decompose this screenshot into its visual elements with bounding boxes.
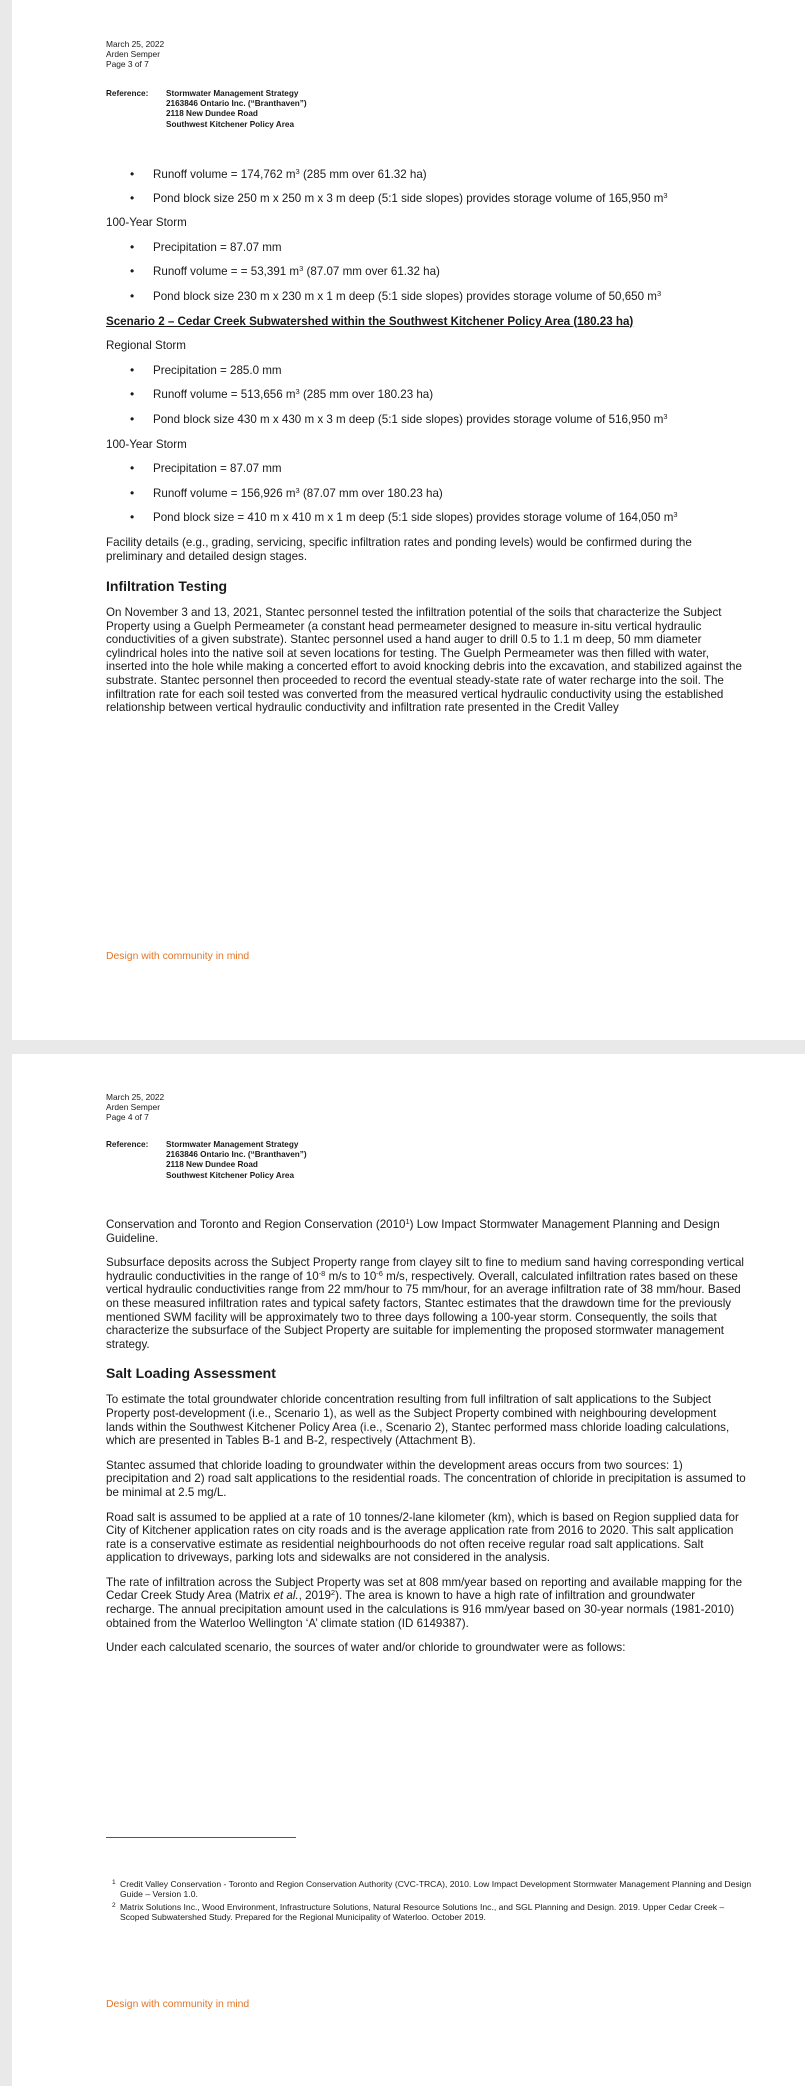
body-paragraph: Conservation and Toronto and Region Conservation (2010$^1$) Low Impact Stormwater Management Planning and Design Guideline. xyxy=(106,1217,720,1245)
bullet-item: • Runoff volume = 174,762 $m^3$ (285 mm over 61.32 ha) xyxy=(106,168,746,182)
reference-line: 2118 New Dundee Road xyxy=(166,1160,258,1170)
letter-meta xyxy=(106,39,164,70)
footer-tagline: Design with community in mind xyxy=(106,1999,250,2010)
letter-author: Arden Semper xyxy=(106,49,160,60)
section-heading: Infiltration Testing xyxy=(106,578,228,595)
reference-line: 2163846 Ontario Inc. (“Branthaven”) xyxy=(166,99,307,109)
reference-line: 2163846 Ontario Inc. (“Branthaven”) xyxy=(166,1150,307,1160)
body-paragraph: Road salt is assumed to be applied at a rate of 10 tonnes/2-lane kilometer (km), which is based on Region supplied data for City of Kitchener application rates on city roads and is the average application rate from 2016 to 2020. This salt application rate is a conservative estimate as residential neighbourhoods do not often receive regular road salt applications. Salt application to driveways, parking lots and sidewalks are not considered in the analysis. xyxy=(106,1510,739,1565)
body-paragraph: To estimate the total groundwater chloride concentration resulting from full infiltration of salt applications to the Subject Property post-development (i.e., Scenario 1), as well as the Subject Property combined with neighbouring development lands within the Southwest Kitchener Policy Area (i.e., Scenario 2), Stantec performed mass chloride loading calculations, which are presented in Tables B-1 and B-2, respectively (Attachment B). xyxy=(106,1393,730,1448)
reference-line: Stormwater Management Strategy xyxy=(166,89,299,98)
page-number: Page 3 of 7 xyxy=(106,59,149,70)
section-heading: Salt Loading Assessment xyxy=(106,1365,276,1382)
document-page-3 xyxy=(12,0,805,1040)
reference-label: Reference: xyxy=(106,1140,149,1149)
footer-tagline: Design with community in mind xyxy=(106,951,250,962)
footnote: 1 Credit Valley Conservation - Toronto and Region Conservation Authority (CVC-TRCA), 2010. Low Impact Development Stormwater Management Planning and Design Guide – Version 1.0. xyxy=(112,1879,752,1900)
storm-label: Regional Storm xyxy=(106,339,186,353)
letter-date: March 25, 2022 xyxy=(106,1092,165,1102)
body-paragraph: The rate of infiltration across the Subject Property was set at 808 mm/year based on reporting and available mapping for the Cedar Creek Study Area (Matrix et al., 2019$^2$). The area is known to have a high rate of infiltration and groundwater recharge. The annual precipitation amount used in the calculations is 916 mm/year based on 30-year normals (1981-2010) obtained from the Waterloo Wellington ‘A’ climate station (ID 6149387). xyxy=(106,1575,743,1630)
body-paragraph: Stantec assumed that chloride loading to groundwater within the development areas occurs from two sources: 1) precipitation and 2) road salt applications to the residential roads. The concentration of chloride in precipitation is assumed to be minimal at 2.5 mg/L. xyxy=(106,1458,746,1499)
reference-line: Southwest Kitchener Policy Area xyxy=(166,1170,295,1180)
bullet-item: • Pond block size 230 m x 230 m x 1 m deep (5:1 side slopes) provides storage volume of 50,650 $m^3$ xyxy=(106,290,746,304)
bullet-item: • Runoff volume = = 53,391 $m^3$ (87.07 mm over 61.32 ha) xyxy=(106,265,746,279)
letter-meta xyxy=(106,1092,164,1123)
document-page-4 xyxy=(12,1054,805,2086)
bullet-item: • Precipitation = 87.07 mm xyxy=(106,241,746,255)
reference-line: Southwest Kitchener Policy Area xyxy=(166,119,295,129)
bullet-item: • Pond block size 250 m x 250 m x 3 m deep (5:1 side slopes) provides storage volume of 165,950 $m^3$ xyxy=(106,192,746,206)
bullet-item: • Pond block size 430 m x 430 m x 3 m deep (5:1 side slopes) provides storage volume of 516,950 $m^3$ xyxy=(106,413,746,427)
bullet-item: • Precipitation = 285.0 mm xyxy=(106,364,746,378)
storm-label: 100-Year Storm xyxy=(106,437,187,451)
storm-label: 100-Year Storm xyxy=(106,216,187,230)
footnote: 2 Matrix Solutions Inc., Wood Environment, Infrastructure Solutions, Natural Resource Solutions Inc., and SGL Planning and Design. 2019. Upper Cedar Creek – Scoped Subwatershed Study. Prepared for the Regional Municipality of Waterloo. October 2019. xyxy=(112,1901,725,1922)
body-paragraph: Under each calculated scenario, the sources of water and/or chloride to groundwater were as follows: xyxy=(106,1641,626,1655)
page-number: Page 4 of 7 xyxy=(106,1112,149,1123)
page-body xyxy=(106,168,746,715)
bullet-item: • Pond block size = 410 m x 410 m x 1 m deep (5:1 side slopes) provides storage volume of 164,050 $m^3$ xyxy=(106,511,746,525)
letter-date: March 25, 2022 xyxy=(106,39,165,49)
page-body xyxy=(106,1218,746,1655)
body-paragraph: On November 3 and 13, 2021, Stantec personnel tested the infiltration potential of the soils that characterize the Subject Property using a Guelph Permeameter (a constant head permeameter designed to measure in-situ vertical hydraulic conductivities of a given substrate). Stantec personnel used a hand auger to drill 0.5 to 1.1 m deep, 50 mm diameter cylindrical holes into the native soil at seven locations for testing. The Guelph Permeameter was then filled with water, inserted into the hole while making a concerted effort to avoid knocking debris into the excavation, and stabilized against the substrate. Stantec personnel then proceeded to record the eventual steady-state rate of water recharge into the soil. The infiltration rate for each soil tested was converted from the measured vertical hydraulic conductivity using the established relationship between vertical hydraulic conductivity and infiltration rate presented in the Credit Valley xyxy=(106,606,742,715)
letter-author: Arden Semper xyxy=(106,1102,160,1113)
reference-line: Stormwater Management Strategy xyxy=(166,1140,299,1149)
footnote-separator xyxy=(106,1837,296,1838)
body-paragraph: Facility details (e.g., grading, servicing, specific infiltration rates and ponding levels) would be confirmed during the preliminary and detailed design stages. xyxy=(106,535,692,563)
footnotes xyxy=(112,1879,752,1924)
reference-block xyxy=(106,1140,307,1181)
bullet-item: • Runoff volume = 156,926 $m^3$ (87.07 mm over 180.23 ha) xyxy=(106,487,746,501)
bullet-item: • Runoff volume = 513,656 $m^3$ (285 mm over 180.23 ha) xyxy=(106,388,746,402)
scenario-heading: Scenario 2 – Cedar Creek Subwatershed within the Southwest Kitchener Policy Area (180.23 ha) xyxy=(106,314,634,328)
reference-line: 2118 New Dundee Road xyxy=(166,109,258,119)
reference-block xyxy=(106,89,307,130)
body-paragraph: Subsurface deposits across the Subject Property range from clayey silt to fine to medium sand having corresponding vertical hydraulic conductivities in the range of $10^{-8}$ m/s to $10^{-6}$ m/s, respectively. Overall, calculated infiltration rates based on these vertical hydraulic conductivities range from 22 mm/hour to 75 mm/hour, for an average infiltration rate of 38 mm/hour. Based on these measured infiltration rates and typical safety factors, Stantec estimates that the drawdown time for the previously mentioned SWM facility will be approximately two to three days following a 100-year storm. Consequently, the soils that characterize the subsurface of the Subject Property are suitable for implementing the proposed stormwater management strategy. xyxy=(106,1256,744,1351)
reference-label: Reference: xyxy=(106,89,149,98)
bullet-item: • Precipitation = 87.07 mm xyxy=(106,462,746,476)
